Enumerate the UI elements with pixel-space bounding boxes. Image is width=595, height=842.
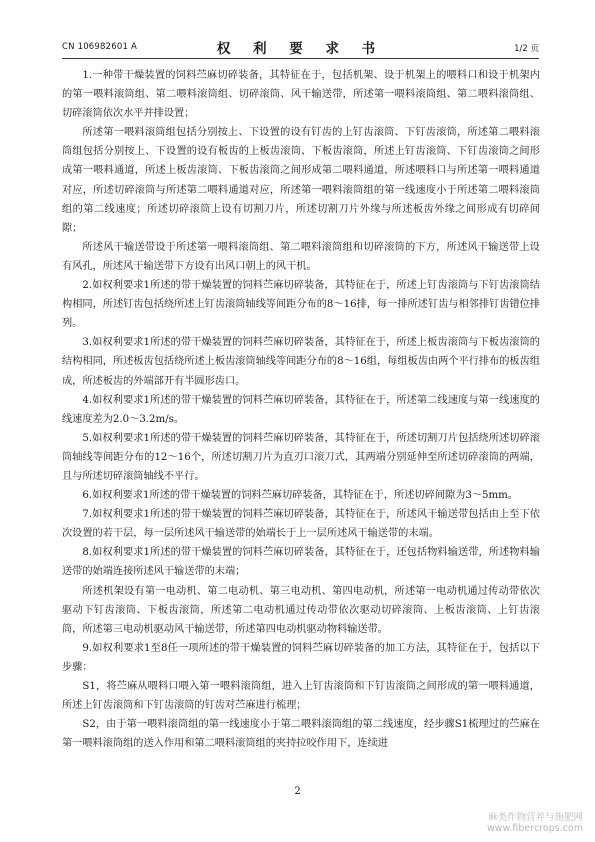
claim-paragraph: 8.如权利要求1所述的带干燥装置的饲料苎麻切碎装备，其特征在于，还包括物料输送带，所述物料输送带的始端连接所述风干输送带的末端； [62,547,540,578]
watermark-site-name: 麻类作物营养与施肥网 [487,812,583,823]
claim-paragraph: 3.如权利要求1所述的带干燥装置的饲料苎麻切碎装备，其特征在于，所述上板齿滚筒与下板齿滚筒的结构相同，所述板齿包括绕所述上板齿滚筒轴线等间距分布的8～16组，每组板齿由两个平行排布的板齿组成，所述板齿的外端部开有半圆形齿口。 [62,337,540,387]
claim-paragraph: 5.如权利要求1所述的带干燥装置的饲料苎麻切碎装备，其特征在于，所述切割刀片包括绕所述切碎滚筒轴线等间距分布的12～16个，所述切割刀片为直刃口滚刀式，其两端分别延伸至所述切碎滚筒的两端，且与所述切碎滚筒轴线不平行。 [62,432,540,482]
claim-paragraph: 7.如权利要求1所述的带干燥装置的饲料苎麻切碎装备，其特征在于，所述风干输送带包括由上至下依次设置的若干层，每一层所述风干输送带的始端长于上一层所述风干输送带的末端。 [62,509,540,540]
claim-paragraph: 1.一种带干燥装置的饲料苎麻切碎装备，其特征在于，包括机架、设于机架上的喂料口和设于机架内的第一喂料滚筒组、第二喂料滚筒组、切碎滚筒、风干输送带，所述第一喂料滚筒组、第二喂料滚筒组、切碎滚筒依次水平并排设置； [62,70,540,120]
page-header [62,36,539,59]
claim-paragraph: 6.如权利要求1所述的带干燥装置的饲料苎麻切碎装备，其特征在于，所述切碎间隙为3～5mm。 [82,490,518,502]
claims-body [62,66,540,753]
claim-paragraph: 所述机架设有第一电动机、第二电动机、第三电动机、第四电动机，所述第一电动机通过传动带依次驱动下钉齿滚筒、下板齿滚筒，所述第二电动机通过传动带依次驱动切碎滚筒、上板齿滚筒、上钉齿滚筒，所述第三电动机驱动风干输送带，所述第四电动机驱动物料输送带。 [62,585,540,635]
doc-number: CN 106982601 A [62,42,137,52]
claim-paragraph: 所述第一喂料滚筒组包括分别按上、下设置的设有钉齿的上钉齿滚筒、下钉齿滚筒，所述第二喂料滚筒组包括分别按上、下设置的设有板齿的上板齿滚筒、下板齿滚筒，所述上钉齿滚筒、下钉齿滚筒之间形成第一喂料通道，所述上板齿滚筒、下板齿滚筒之间形成第二喂料通道，所述喂料口与所述第一喂料通道对应，所述切碎滚筒与所述第二喂料通道对应，所述第一喂料滚筒组的第一线速度小于所述第二喂料滚筒组的第二线速度；所述切碎滚筒上设有切割刀片，所述切割刀片外缘与所述板齿外缘之间形成有切碎间隙； [62,127,540,234]
claim-paragraph: S2，由于第一喂料滚筒组的第一线速度小于第二喂料滚筒组的第二线速度，经步骤S1梳理过的苎麻在第一喂料滚筒组的送入作用和第二喂料滚筒组的夹持拉咬作用下，连续进 [62,719,540,750]
claim-paragraph: S1，将苎麻从喂料口喂入第一喂料滚筒组，进入上钉齿滚筒和下钉齿滚筒之间形成的第一喂料通道，所述上钉齿滚筒和下钉齿滚筒的钉齿对苎麻进行梳理； [62,681,540,712]
watermark [413,812,583,834]
page-title: 权 利 要 求 书 [216,41,385,57]
page-info: 1/2 页 [514,44,539,54]
claim-paragraph: 所述风干输送带设于所述第一喂料滚筒组、第二喂料滚筒组和切碎滚筒的下方，所述风干输送带上设有风孔，所述风干输送带下方设有出风口朝上的风干机。 [62,241,540,272]
watermark-url: www.fibercrops.com [486,823,583,834]
claim-paragraph: 2.如权利要求1所述的带干燥装置的饲料苎麻切碎装备，其特征在于，所述上钉齿滚筒与下钉齿滚筒结构相同，所述钉齿包括绕所述上钉齿滚筒轴线等间距分布的8～16排，每一排所述钉齿与相邻排钉齿错位排列。 [62,280,540,330]
page-number: 2 [294,786,301,797]
claim-paragraph: 4.如权利要求1所述的带干燥装置的饲料苎麻切碎装备，其特征在于，所述第二线速度与第一线速度的线速度差为2.0～3.2m/s。 [62,394,540,425]
claim-paragraph: 9.如权利要求1至8任一项所述的带干燥装置的饲料苎麻切碎装备的加工方法，其特征在于，包括以下步骤： [62,642,540,673]
